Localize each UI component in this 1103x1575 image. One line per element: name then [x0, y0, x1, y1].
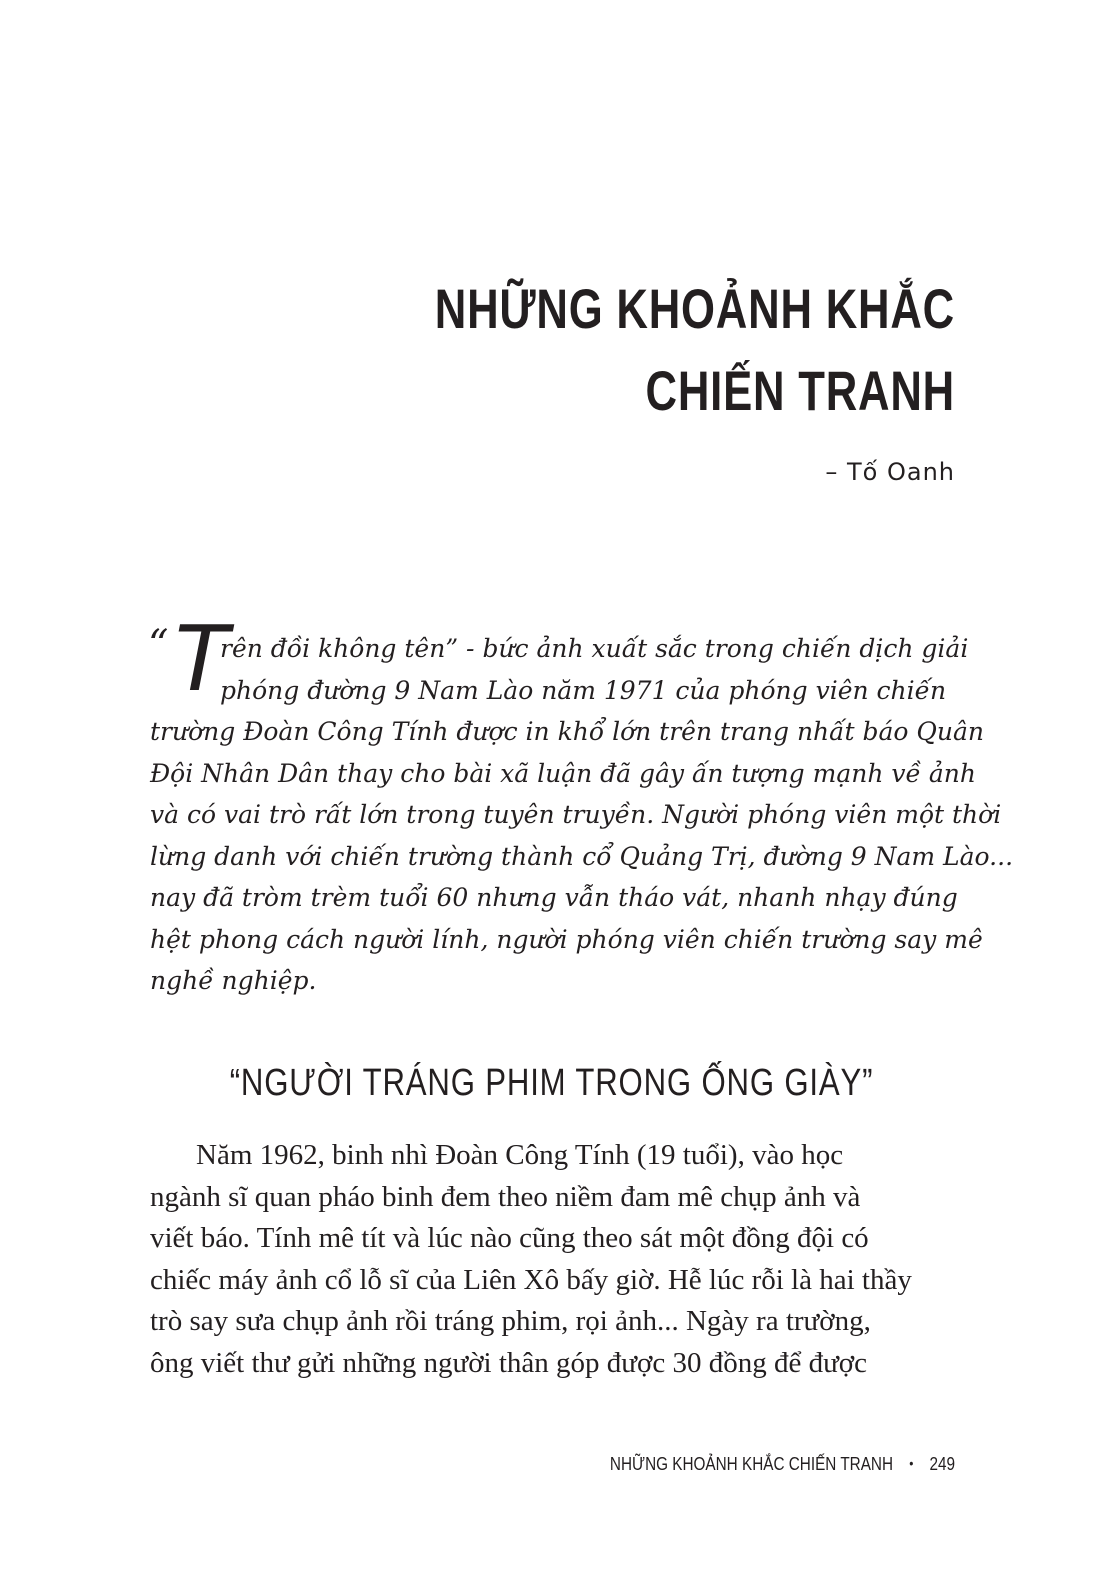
section-heading: “NGƯỜI TRÁNG PHIM TRONG ỐNG GIÀY”	[229, 1062, 874, 1104]
intro-line: và có vai trò rất lớn trong tuyên truyền. Người phóng viên một thời	[150, 800, 1002, 829]
drop-cap-quote: “	[148, 622, 169, 668]
body-line: ông viết thư gửi những người thân góp được 30 đồng để được	[150, 1346, 868, 1379]
body-line: Năm 1962, binh nhì Đoàn Công Tính (19 tuổi), vào học	[196, 1139, 844, 1171]
intro-line: rên đồi không tên” - bức ảnh xuất sắc trong chiến dịch giải	[220, 634, 969, 663]
page-footer	[610, 1454, 955, 1475]
running-title: NHỮNG KHOẢNH KHẮC CHIẾN TRANH	[609, 1454, 893, 1474]
bullet-separator-icon: •	[909, 1455, 914, 1471]
intro-line: trường Đoàn Công Tính được in khổ lớn trên trang nhất báo Quân	[150, 717, 984, 746]
body-line: trò say sưa chụp ảnh rồi tráng phim, rọi ảnh... Ngày ra trường,	[150, 1305, 871, 1337]
chapter-title	[435, 268, 955, 432]
body-line: chiếc máy ảnh cổ lỗ sĩ của Liên Xô bấy giờ. Hễ lúc rỗi là hai thầy	[150, 1263, 912, 1296]
drop-cap-letter: T	[170, 604, 229, 711]
body-paragraph	[150, 1135, 956, 1384]
chapter-title-line-2: CHIẾN TRANH	[645, 359, 955, 422]
intro-line: phóng đường 9 Nam Lào năm 1971 của phóng viên chiến	[220, 675, 947, 705]
body-line: ngành sĩ quan pháo binh đem theo niềm đam mê chụp ảnh và	[150, 1180, 861, 1213]
page-number: 249	[929, 1454, 955, 1474]
intro-line: Đội Nhân Dân thay cho bài xã luận đã gây ấn tượng mạnh về ảnh	[150, 758, 976, 788]
intro-line: nghề nghiệp.	[150, 966, 317, 995]
chapter-author: – Tố Oanh	[825, 458, 955, 486]
intro-line: nay đã tròm trèm tuổi 60 nhưng vẫn tháo vát, nhanh nhạy đúng	[150, 883, 958, 912]
intro-paragraph	[150, 628, 1014, 1002]
body-line: viết báo. Tính mê tít và lúc nào cũng theo sát một đồng đội có	[150, 1222, 869, 1254]
chapter-title-line-1: NHỮNG KHOẢNH KHẮC	[434, 277, 955, 340]
intro-line: hệt phong cách người lính, người phóng viên chiến trường say mê	[150, 924, 983, 954]
intro-line: lừng danh với chiến trường thành cổ Quảng Trị, đường 9 Nam Lào...	[150, 841, 1014, 871]
